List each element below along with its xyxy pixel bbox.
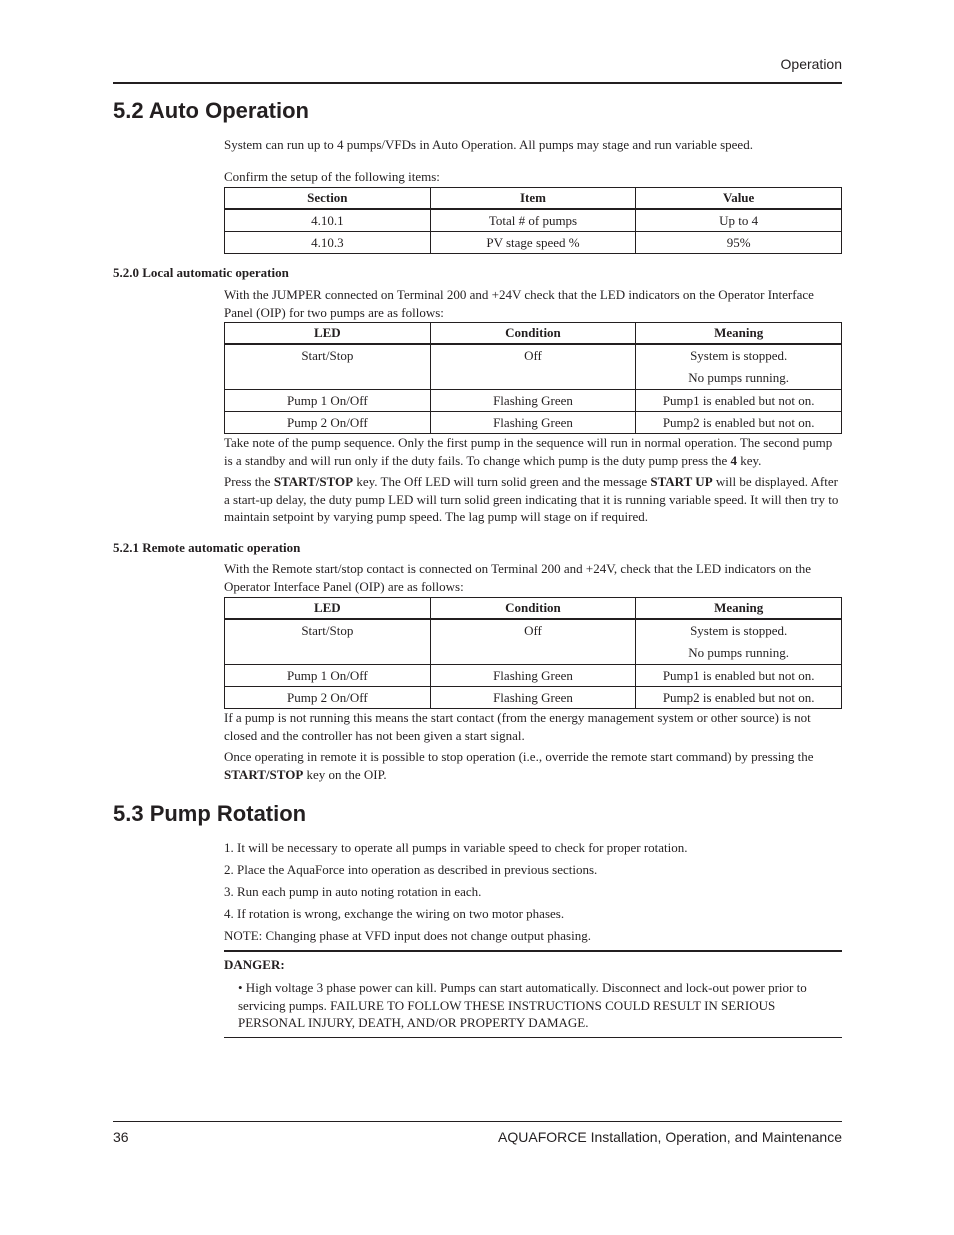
meaning-line: No pumps running. (688, 645, 790, 660)
table-cell: 95% (636, 232, 842, 254)
pump-sequence-note (224, 434, 842, 469)
auto-operation-intro (224, 136, 842, 154)
table-row (225, 619, 842, 665)
page-number: 36 (113, 1129, 129, 1145)
note-text: key. The Off LED will turn solid green and the message (353, 474, 651, 489)
note-paragraph (224, 748, 842, 783)
document-page (113, 0, 842, 1235)
table-header-row (225, 188, 842, 210)
remote-intro: With the Remote start/stop contact is connected on Terminal 200 and +24V, check that the LED indicators on the Operator Interface Panel (OIP) are as follows: (224, 561, 812, 594)
rotation-step: 1. It will be necessary to operate all pumps in variable speed to check for proper rotation. (224, 840, 688, 855)
danger-top-rule (224, 950, 842, 952)
table-row (225, 412, 842, 434)
table-cell: PV stage speed % (430, 232, 636, 254)
table-cell: Start/Stop (225, 344, 431, 390)
message-label: START UP (650, 474, 713, 489)
table-cell: Pump1 is enabled but not on. (636, 390, 842, 412)
danger-bottom-rule (224, 1037, 842, 1038)
table-header-row (225, 323, 842, 345)
table-cell: Total # of pumps (430, 209, 636, 232)
note-text: Take note of the pump sequence. Only the first pump in the sequence will run in normal operation. The second pump is a standby and will run only if the duty fails. To change which pump is the duty pump press the (224, 435, 833, 468)
table-cell (636, 344, 842, 390)
meaning-line: System is stopped. (690, 348, 788, 363)
column-header: Item (430, 188, 636, 210)
subsection-heading-local: 5.2.0 Local automatic operation (113, 265, 289, 280)
table-cell: Off (430, 344, 636, 390)
footer-document-title: AQUAFORCE Installation, Operation, and Maintenance (498, 1129, 842, 1145)
key-label: 4 (730, 452, 737, 468)
table-cell: Pump 2 On/Off (225, 412, 431, 434)
table-cell: Pump 2 On/Off (225, 687, 431, 709)
table-cell: Pump2 is enabled but not on. (636, 412, 842, 434)
section-heading-auto-operation: 5.2 Auto Operation (113, 98, 309, 123)
header-rule (113, 82, 842, 84)
table-row (225, 687, 842, 709)
column-header: Value (636, 188, 842, 210)
note-paragraph (224, 434, 842, 469)
table-row (225, 390, 842, 412)
note-text: Once operating in remote it is possible to stop operation (i.e., override the remote start command) by pressing the (224, 749, 814, 764)
table-cell (636, 619, 842, 665)
table-cell: Flashing Green (430, 665, 636, 687)
note-text: key on the OIP. (303, 766, 387, 782)
local-led-table (224, 322, 842, 434)
table-cell: Up to 4 (636, 209, 842, 232)
footer-rule (113, 1121, 842, 1122)
table-cell: Pump 1 On/Off (225, 665, 431, 687)
table-cell: Flashing Green (430, 390, 636, 412)
rotation-step: 4. If rotation is wrong, exchange the wiring on two motor phases. (224, 906, 565, 921)
column-header: LED (225, 598, 431, 620)
key-label: START/STOP (273, 474, 354, 489)
subsection-heading-remote: 5.2.1 Remote automatic operation (113, 540, 301, 555)
note-paragraph (224, 473, 842, 526)
remote-start-note: If a pump is not running this means the start contact (from the energy management system or other source) is not closed and the controller has not been given a start signal. (224, 710, 811, 743)
table-cell: Pump2 is enabled but not on. (636, 687, 842, 709)
rotation-step: 3. Run each pump in auto noting rotation in each. (224, 884, 482, 899)
table-cell: Flashing Green (430, 412, 636, 434)
confirm-text: Confirm the setup of the following items: (224, 169, 440, 184)
table-row (225, 209, 842, 232)
local-intro: With the JUMPER connected on Terminal 200 and +24V check that the LED indicators on the Operator Interface Panel (OIP) for two pumps are as follows: (224, 287, 814, 320)
column-header: Condition (430, 598, 636, 620)
table-cell: Flashing Green (430, 687, 636, 709)
key-label: START/STOP (224, 766, 304, 782)
start-stop-note (224, 473, 842, 526)
note-text: key. (737, 452, 762, 468)
table-cell: 4.10.3 (225, 232, 431, 254)
section-heading-pump-rotation: 5.3 Pump Rotation (113, 801, 307, 826)
table-cell: 4.10.1 (225, 209, 431, 232)
danger-text: • High voltage 3 phase power can kill. Pumps can start automatically. Disconnect and lock-out power prior to servicing pumps. FAILURE TO FOLLOW THESE INSTRUCTIONS COULD RESULT IN SERIOUS PERSONAL INJURY, DEATH, AND/OR PROPERTY DAMAGE. (238, 980, 807, 1030)
setup-table (224, 187, 842, 254)
danger-title: DANGER: (224, 957, 285, 972)
table-cell: Off (430, 619, 636, 665)
table-cell: Start/Stop (225, 619, 431, 665)
rotation-step: 2. Place the AquaForce into operation as described in previous sections. (224, 862, 598, 877)
table-cell: Pump1 is enabled but not on. (636, 665, 842, 687)
note-text: Press the (224, 474, 274, 489)
column-header: Meaning (636, 323, 842, 345)
meaning-line: No pumps running. (688, 370, 790, 385)
table-row (225, 232, 842, 254)
table-cell: Pump 1 On/Off (225, 390, 431, 412)
table-header-row (225, 598, 842, 620)
table-row (225, 665, 842, 687)
remote-stop-note (224, 748, 842, 783)
column-header: Condition (430, 323, 636, 345)
rotation-note: NOTE: Changing phase at VFD input does not change output phasing. (224, 928, 591, 943)
table-row (225, 344, 842, 390)
column-header: Meaning (636, 598, 842, 620)
meaning-line: System is stopped. (690, 623, 788, 638)
intro-text: System can run up to 4 pumps/VFDs in Auto Operation. All pumps may stage and run variable speed. (224, 137, 753, 152)
running-header: Operation (780, 56, 842, 72)
column-header: Section (225, 188, 431, 210)
column-header: LED (225, 323, 431, 345)
note-text: will be displayed. After a start-up delay, the duty pump LED will turn solid green indicating that it is running variable speed. It will then try to maintain setpoint by varying pump speed. The lag pump will stage on if required. (224, 474, 839, 524)
remote-led-table (224, 597, 842, 709)
